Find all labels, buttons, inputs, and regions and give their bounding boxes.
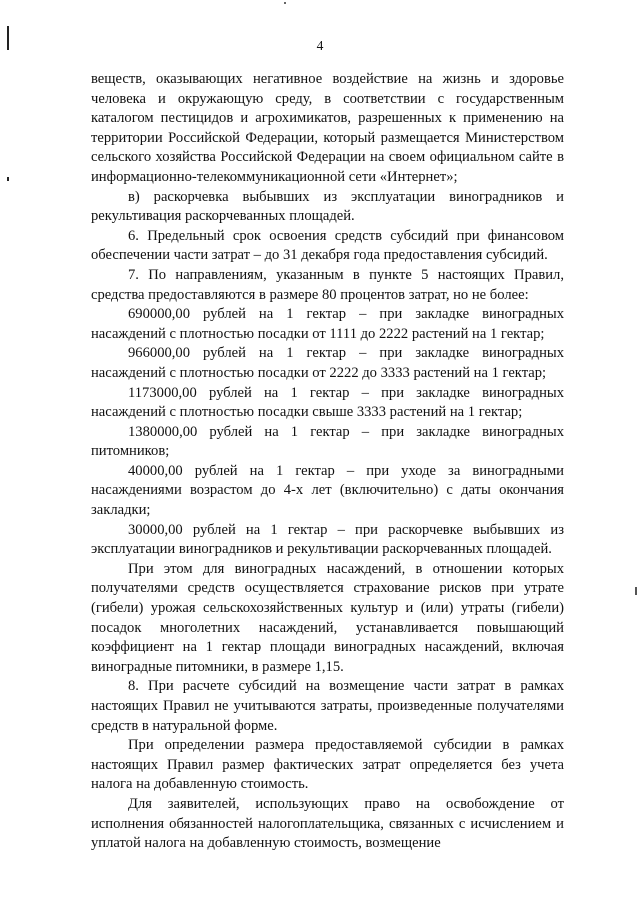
paragraph-4: 7. По направлениям, указанным в пункте 5 настоящих Правил, средства предоставляются в размере 80 процентов затрат, но не более: [91,266,564,303]
paragraph-7: 1173000,00 рублей на 1 гектар – при закладке виноградных насаждений с плотностью посадки свыше 3333 растений на 1 гектар; [91,384,564,421]
scan-speck-top [284,2,286,4]
paragraph-10: 30000,00 рублей на 1 гектар – при раскорчевке выбывших из эксплуатации виноградников и рекультивации раскорчеванных площадей. [91,521,564,558]
paragraph-13: При определении размера предоставляемой субсидии в рамках настоящих Правил размер фактических затрат определяется без учета налога на добавленную стоимость. [91,737,564,793]
paragraph-2: в) раскорчевка выбывших из эксплуатации виноградников и рекультивация раскорчеванных площадей. [91,188,564,225]
document-body [91,70,564,854]
scan-speck-right [635,587,637,595]
scan-speck-left [7,177,9,181]
page-number: 4 [316,38,324,53]
paragraph-9: 40000,00 рублей на 1 гектар – при уходе за виноградными насаждениями возрастом до 4-х лет (включительно) с даты окончания закладки; [91,462,564,519]
paragraph-12: 8. При расчете субсидий на возмещение части затрат в рамках настоящих Правил не учитываются затраты, произведенные получателями средств в натуральной форме. [91,678,564,734]
paragraph-14: Для заявителей, использующих право на освобождение от исполнения обязанностей налогоплательщика, связанных с исчислением и уплатой налога на добавленную стоимость, возмещение [91,795,564,852]
paragraph-1: веществ, оказывающих негативное воздействие на жизнь и здоровье человека и окружающую среду, в соответствии с государственным каталогом пестицидов и агрохимикатов, разрешенных к применению на территории Российской Федерации, который размещается Министерством сельского хозяйства Российской Федерации на своем официальном сайте в информационно-телекоммуникационной сети «Интернет»; [91,71,564,185]
paragraph-11: При этом для виноградных насаждений, в отношении которых получателями средств осуществляется страхование рисков при утрате (гибели) урожая сельскохозяйственных культур и (или) утраты (гибели) посадок многолетних насаждений, устанавливается повышающий коэффициент на 1 гектар площади виноградных насаждений, включая виноградные питомники, в размере 1,15. [91,560,564,675]
paragraph-3: 6. Предельный срок освоения средств субсидий при финансовом обеспечении части затрат – до 31 декабря года предоставления субсидий. [91,227,564,264]
paragraph-8: 1380000,00 рублей на 1 гектар – при закладке виноградных питомников; [91,423,564,460]
paragraph-6: 966000,00 рублей на 1 гектар – при закладке виноградных насаждений с плотностью посадки от 2222 до 3333 растений на 1 гектар; [91,345,564,381]
paragraph-5: 690000,00 рублей на 1 гектар – при закладке виноградных насаждений с плотностью посадки от 1111 до 2222 растений на 1 гектар; [91,306,564,342]
